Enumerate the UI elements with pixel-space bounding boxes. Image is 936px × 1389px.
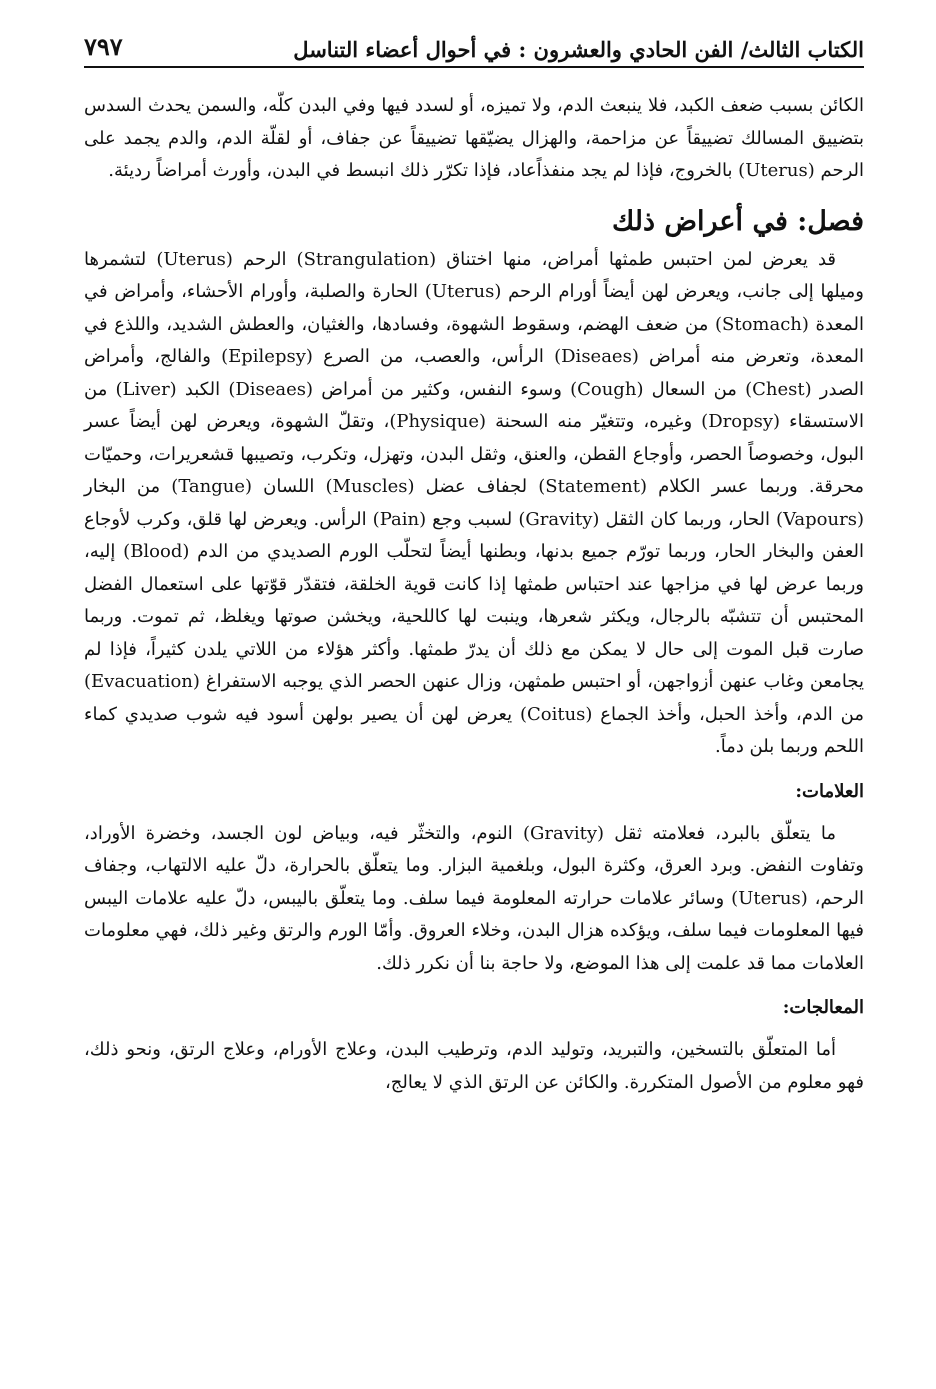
symptoms-paragraph: قد يعرض لمن احتبس طمثها أمراض، منها اختناق (Strangulation) الرحم (Uterus) لتشمرها وميلها إلى جانب، ويعرض لهن أيضاً أورام الرحم (Uterus) الحارة والصلبة، وأورام الأحشاء، وأمراض في المعدة (Stomach) من ضعف الهضم، وسقوط الشهوة، وفسادها، والغثيان، والعطش الشديد، واللذع في المعدة، وتعرض منه أمراض (Diseaes) الرأس، والعصب، من الصرع (Epilepsy) والفالج، وأمراض الصدر (Chest) من السعال (Cough) وسوء النفس، وكثير من أمراض (Diseaes) الكبد (Liver) من الاستسقاء (Dropsy) وغيره، وتتغيّر منه السحنة (Physique)، وتقلّ الشهوة، ويعرض لهن أيضاً عسر البول، وخصوصاً الحصر، وأوجاع القطن، والعنق، وثقل البدن، وتهزل، وتكرب، وتصيبها قشعريرات، وحميّات محرقة. وربما عسر الكلام (Statement) لجفاف عضل (Muscles) اللسان (Tangue) من البخار (Vapours) الحار، وربما كان الثقل (Gravity) لسبب وجع (Pain) الرأس. ويعرض لها قلق، وكرب لأوجاع العفن والبخار الحار، وربما تورّم جميع بدنها، وبطنها أيضاً لتحلّب الورم الصديدي من الدم (Blood) إليه، وربما عرض لها في مزاجها عند احتباس طمثها إذا كانت قوية الخلقة، فتقدّر قوّتها على استعمال الفضل المحتبس أن تتشبّه بالرجال، ويكثر شعرها، وينبت لها كاللحية، ويخشن صوتها ويغلظ، ثم تموت. وربما صارت قبل الموت إلى حال لا يمكن مع ذلك أن يدرّ طمثها. وأكثر هؤلاء من اللاتي يلدن كثيراً، فإذا لم يجامعن وغاب عنهن أزواجهن، أو احتبس طمثهن، وزال عنهن الحصر الذي يوجبه الاستفراغ (Evacuation) من الدم، وأخذ الحبل، وأخذ الجماع (Coitus) يعرض لهن أن يصير بولهن أسود فيه شوب صديدي كماء اللحم وربما بلن دماً. (84, 248, 865, 757)
treatments-paragraph: أما المتعلّق بالتسخين، والتبريد، وتوليد الدم، وترطيب البدن، وعلاج الأورام، وعلاج الرتق، ونحو ذلك، فهو معلوم من الأصول المتكررة. والكائن عن الرتق الذي لا يعالج، (84, 1039, 864, 1093)
section-heading: فصل: في أعراض ذلك (611, 205, 864, 237)
running-title: الكتاب الثالث/ الفن الحادي والعشرون : في أحوال أعضاء التناسل (293, 36, 864, 62)
treatments-heading: المعالجات: (782, 997, 864, 1018)
intro-paragraph: الكائن بسبب ضعف الكبد، فلا ينبعث الدم، ولا تميزه، أو لسدد فيها وفي البدن كلّه، والسمن يحدث السدس بتضييق المسالك تضييقاً عن مزاحمة، والهزال يضيّقها تضييقاً عن جفاف، أو لقلّة الدم، والدم يجمد على الرحم (Uterus) بالخروج، فإذا لم يجد منفذاًعاد، فإذا تكرّر ذلك انبسط في البدن، وأورث أمراضاً رديئة. (84, 95, 864, 181)
signs-paragraph: ما يتعلّق بالبرد، فعلامته ثقل (Gravity) النوم، والتخثّر فيه، وبياض لون الجسد، وخضرة الأوراد، وتفاوت النفض. وبرد العرق، وكثرة البول، وبلغمية البزار. وما يتعلّق بالحرارة، دلّ عليه الالتهاب، وجفاف الرحم، (Uterus) وسائر علامات حرارته المعلومة فيما سلف. وما يتعلّق باليبس، دلّ عليه علامات اليبس فيها المعلومات فيما سلف، ويؤكده هزال البدن، وخلاء العروق. وأمّا الورم والرتق وغير ذلك، فهي معلومات العلامات مما قد علمت إلى هذا الموضع، ولا حاجة بنا أن نكرر ذلك. (84, 822, 864, 974)
running-header (84, 18, 864, 68)
page-number: ٧٩٧ (84, 32, 123, 62)
signs-heading: العلامات: (795, 780, 864, 802)
book-page (84, 18, 864, 1099)
